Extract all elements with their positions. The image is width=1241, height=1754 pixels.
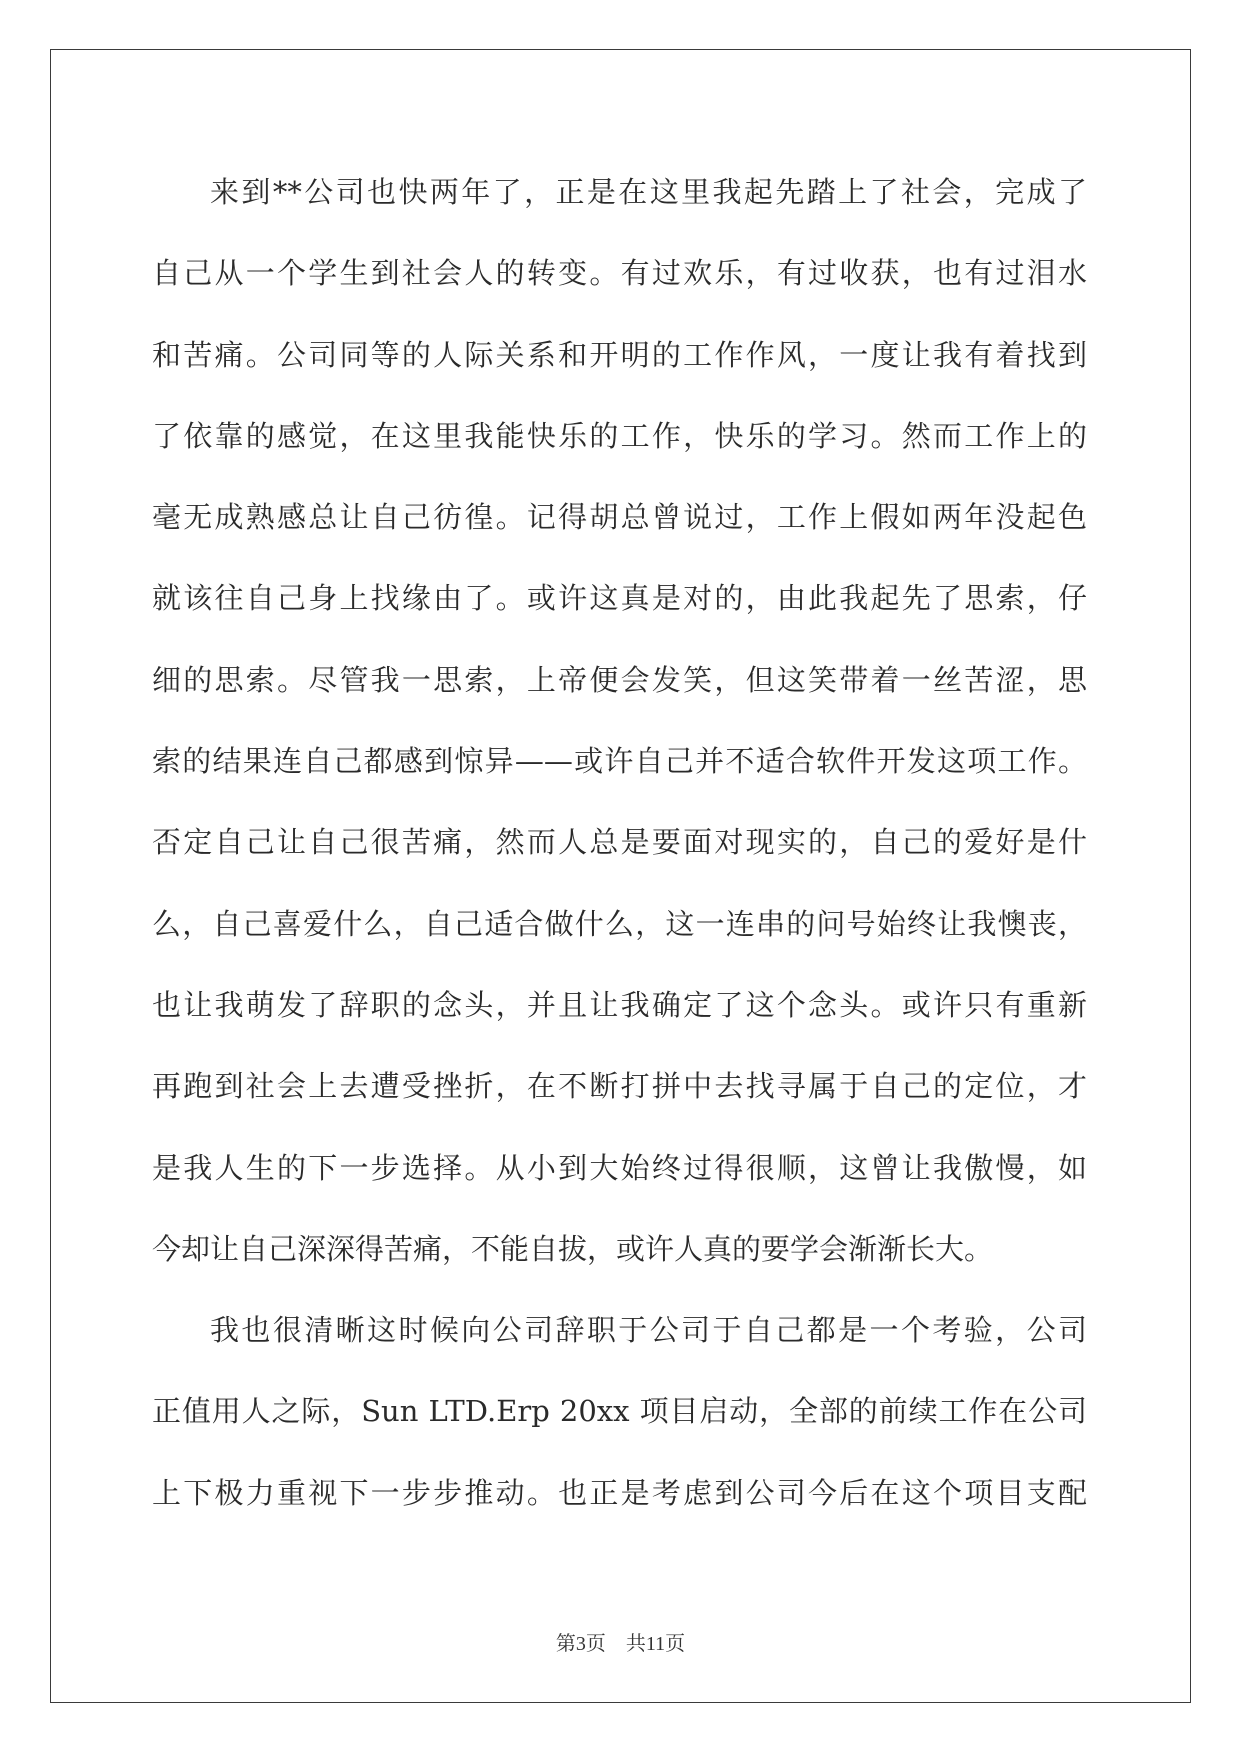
paragraph-1-line-14: 今却让自己深深得苦痛，不能自拔，或许人真的要学会渐渐长大。 [152, 1231, 994, 1266]
paragraph-1-line-12: 再跑到社会上去遭受挫折，在不断打拼中去找寻属于自己的定位，才 [152, 1069, 1087, 1104]
paragraph-1-line-8: 索的结果连自己都感到惊异——或许自己并不适合软件开发这项工作。 [152, 744, 1087, 779]
paragraph-1-line-9: 否定自己让自己很苦痛，然而人总是要面对现实的，自己的爱好是什 [152, 825, 1087, 860]
paragraph-2-line-3: 上下极力重视下一步步推动。也正是考虑到公司今后在这个项目支配 [152, 1475, 1087, 1510]
page-total-label: 共11页 [625, 1633, 686, 1655]
paragraph-1-line-10: 么，自己喜爱什么，自己适合做什么，这一连串的问号始终让我懊丧， [152, 906, 1087, 941]
paragraph-1-line-6: 就该往自己身上找缘由了。或许这真是对的，由此我起先了思索，仔 [152, 581, 1087, 616]
paragraph-1-line-13: 是我人生的下一步选择。从小到大始终过得很顺，这曾让我傲慢，如 [152, 1150, 1087, 1185]
paragraph-2-line-1: 我也很清晰这时候向公司辞职于公司于自己都是一个考验，公司 [210, 1313, 1087, 1348]
paragraph-1-line-11: 也让我萌发了辞职的念头，并且让我确定了这个念头。或许只有重新 [152, 987, 1087, 1022]
document-body [152, 162, 1087, 1544]
paragraph-1-line-5: 毫无成熟感总让自己彷徨。记得胡总曾说过，工作上假如两年没起色 [152, 500, 1087, 535]
paragraph-2-line-2: 正值用人之际，Sun LTD.Erp 20xx 项目启动，全部的前续工作在公司 [152, 1394, 1087, 1429]
paragraph-1-line-1: 来到**公司也快两年了，正是在这里我起先踏上了社会，完成了 [210, 175, 1087, 209]
paragraph-1-line-3: 和苦痛。公司同等的人际关系和开明的工作作风，一度让我有着找到 [152, 337, 1087, 372]
paragraph-1-line-7: 细的思索。尽管我一思索，上帝便会发笑，但这笑带着一丝苦涩，思 [152, 662, 1087, 697]
paragraph-1-line-4: 了依靠的感觉，在这里我能快乐的工作，快乐的学习。然而工作上的 [152, 418, 1087, 453]
paragraph-1-line-2: 自己从一个学生到社会人的转变。有过欢乐，有过收获，也有过泪水 [152, 256, 1087, 291]
page-number-label: 第3页 [555, 1633, 606, 1655]
page-footer [0, 1627, 1241, 1656]
